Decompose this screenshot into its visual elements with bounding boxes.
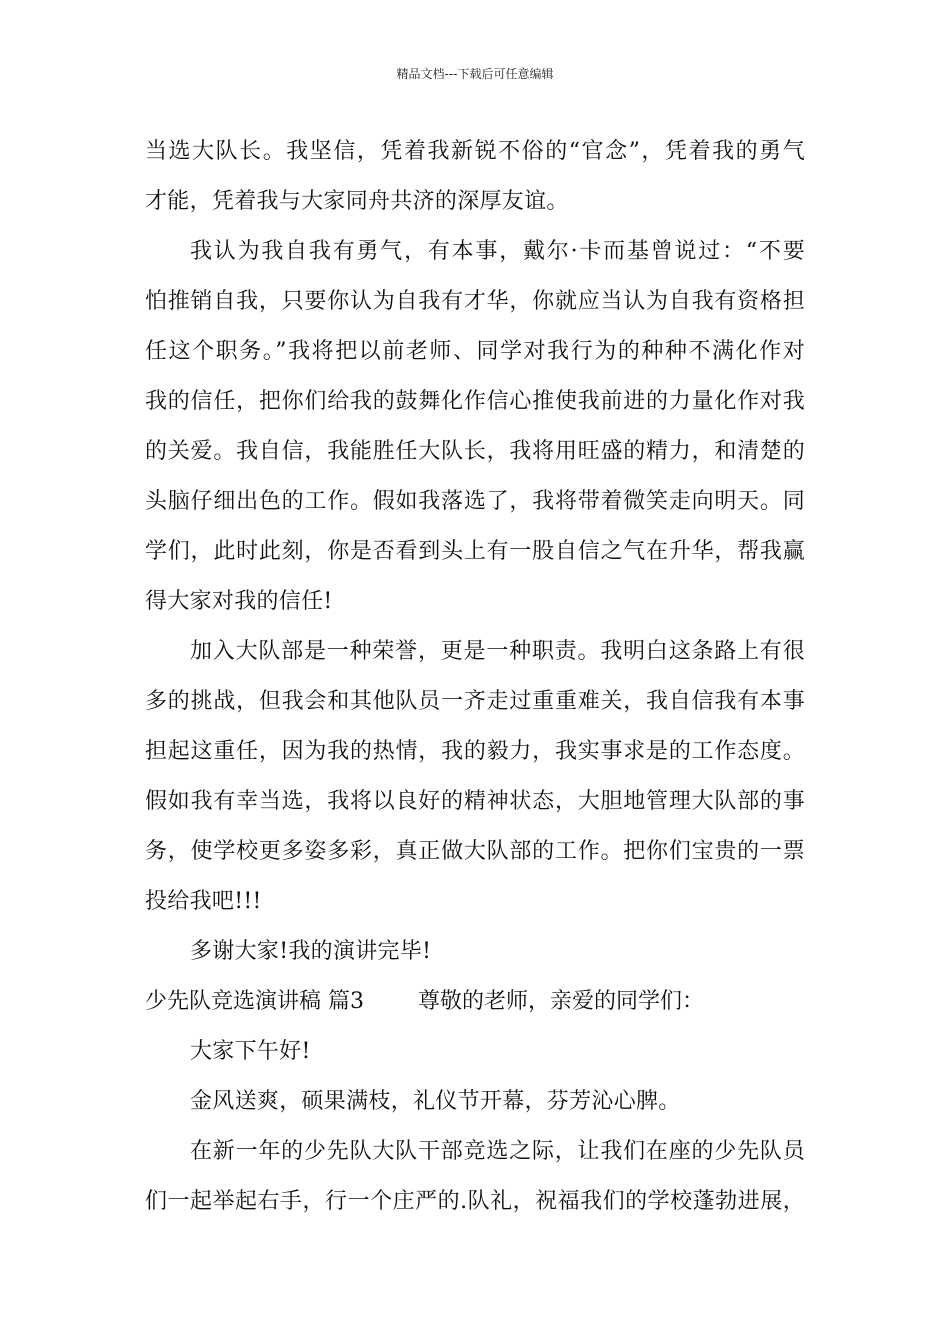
paragraph-line: 得大家对我的信任! — [145, 589, 333, 614]
paragraph-line: 任这个职务。”我将把以前老师、同学对我行为的种种不满化作对 — [145, 339, 805, 364]
section-title: 少先队竞选演讲稿 篇3 — [145, 989, 364, 1014]
paragraph-line: 加入大队部是一种荣誉，更是一种职责。我明白这条路上有很 — [190, 639, 805, 664]
paragraph-line: 多的挑战，但我会和其他队员一齐走过重重难关，我自信我有本事 — [145, 689, 805, 714]
paragraph-line: 我认为我自我有勇气，有本事，戴尔·卡而基曾说过：“不要 — [190, 239, 805, 264]
paragraph-line: 我的信任，把你们给我的鼓舞化作信心推使我前进的力量化作对我 — [145, 389, 805, 414]
paragraph-line: 的关爱。我自信，我能胜任大队长，我将用旺盛的精力，和清楚的 — [145, 439, 805, 464]
paragraph-line: 学们，此时此刻，你是否看到头上有一股自信之气在升华，帮我赢 — [145, 539, 805, 564]
paragraph-line: 当选大队长。我坚信，凭着我新锐不俗的“官念”，凭着我的勇气 — [145, 139, 805, 164]
page-header: 精品文档---下载后可任意编辑 — [396, 67, 554, 81]
paragraph-line: 金风送爽，硕果满枝，礼仪节开幕，芬芳沁心脾。 — [190, 1089, 681, 1114]
paragraph-line: 务，使学校更多姿多彩，真正做大队部的工作。把你们宝贵的一票 — [145, 839, 805, 864]
paragraph-line: 假如我有幸当选，我将以良好的精神状态，大胆地管理大队部的事 — [145, 789, 805, 814]
paragraph-line: 投给我吧!!! — [145, 889, 262, 914]
salutation: 尊敬的老师，亲爱的同学们： — [418, 989, 705, 1014]
paragraph-line: 才能，凭着我与大家同舟共济的深厚友谊。 — [145, 189, 569, 214]
paragraph-line: 担起这重任，因为我的热情，我的毅力，我实事求是的工作态度。 — [145, 739, 805, 764]
paragraph-line: 怕推销自我，只要你认为自我有才华，你就应当认为自我有资格担 — [145, 289, 805, 314]
paragraph-line: 们一起举起右手，行一个庄严的.队礼，祝福我们的学校蓬勃进展， — [145, 1189, 805, 1214]
paragraph-line: 头脑仔细出色的工作。假如我落选了，我将带着微笑走向明天。同 — [145, 489, 805, 514]
paragraph-line: 大家下午好! — [190, 1039, 311, 1064]
paragraph-line: 在新一年的少先队大队干部竞选之际，让我们在座的少先队员 — [190, 1139, 805, 1164]
paragraph-line: 多谢大家!我的演讲完毕! — [190, 939, 432, 964]
